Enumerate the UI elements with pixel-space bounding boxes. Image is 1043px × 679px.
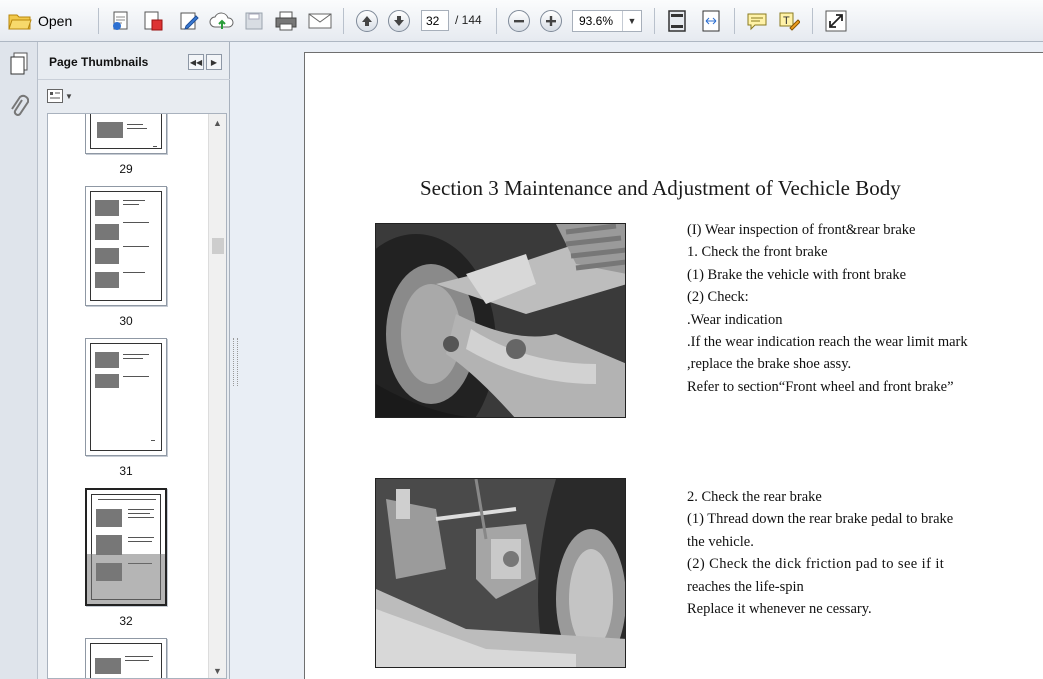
zoom-in-button[interactable] (538, 8, 564, 34)
thumbnail-label: 31 (119, 464, 133, 478)
highlight-button[interactable] (776, 8, 802, 34)
text-line: reaches the life-spin (687, 578, 804, 595)
upload-cloud-icon (209, 10, 235, 32)
open-label: Open (38, 13, 73, 29)
rear-brake-photo (375, 478, 626, 668)
text-line: (1) Thread down the rear brake pedal to brake (687, 511, 954, 528)
text-line: .If the wear indication reach the wear limit mark (687, 334, 968, 351)
fit-width-button[interactable] (698, 8, 724, 34)
save-icon (244, 11, 264, 31)
fullscreen-icon (825, 10, 847, 32)
text-line: Replace it whenever ne cessary. (687, 601, 872, 618)
zoom-in-icon (540, 10, 562, 32)
zoom-out-icon (508, 10, 530, 32)
text-line: (I) Wear inspection of front&rear brake (687, 222, 916, 238)
fit-page-icon (667, 10, 687, 32)
thumbnail-page-31[interactable] (85, 338, 167, 456)
email-icon (308, 12, 332, 30)
page-title: Section 3 Maintenance and Adjustment of Vechicle Body (420, 176, 901, 200)
previous-page-button[interactable] (354, 8, 380, 34)
double-left-arrow-icon: ◀◀ (189, 57, 203, 67)
upload-button[interactable] (208, 8, 236, 34)
text-line: (1) Brake the vehicle with front brake (687, 266, 907, 283)
fullscreen-button[interactable] (822, 8, 850, 34)
collapse-panel-button[interactable] (188, 54, 204, 70)
scroll-down-icon[interactable]: ▼ (213, 666, 222, 676)
convert-button[interactable] (140, 8, 166, 34)
create-pdf-icon (110, 10, 132, 32)
previous-page-icon (356, 10, 378, 32)
zoom-select[interactable] (572, 10, 642, 32)
scrollbar-thumb[interactable] (212, 238, 224, 254)
save-button[interactable] (242, 8, 266, 34)
page-number-input[interactable] (421, 10, 449, 31)
thumbnail-page-33[interactable] (85, 638, 167, 679)
fit-page-button[interactable] (664, 8, 690, 34)
thumbnail-label: 30 (119, 314, 133, 328)
text-line: Refer to section“Front wheel and front brake” (687, 378, 954, 395)
edit-button[interactable] (176, 8, 202, 34)
options-dropdown-icon: ▼ (65, 91, 73, 101)
panel-header (38, 42, 230, 80)
zoom-out-button[interactable] (506, 8, 532, 34)
thumbnails-panel (38, 42, 230, 679)
thumbnail-page-32-selected[interactable] (85, 488, 167, 606)
visible-region-overlay[interactable] (87, 554, 165, 604)
paperclip-icon (9, 94, 29, 120)
pages-icon (9, 52, 29, 76)
close-panel-button[interactable] (206, 54, 222, 70)
chevron-down-icon[interactable]: ▼ (622, 11, 641, 31)
options-icon (47, 89, 63, 103)
text-line: 1. Check the front brake (687, 244, 828, 261)
pdf-page (304, 52, 1043, 679)
front-brake-instructions (687, 219, 968, 398)
attachments-tab[interactable] (9, 94, 29, 125)
thumbnail-label: 29 (119, 162, 133, 176)
convert-icon (142, 10, 164, 32)
front-brake-photo (375, 223, 626, 418)
thumbnail-label: 32 (119, 614, 133, 628)
thumbnail-options-button[interactable] (47, 89, 73, 103)
thumbnail-page-30[interactable] (85, 186, 167, 306)
comment-icon (746, 11, 768, 31)
text-line: the vehicle. (687, 533, 754, 550)
comment-button[interactable] (744, 8, 770, 34)
thumbnail-page-29[interactable] (85, 113, 167, 154)
panel-title: Page Thumbnails (49, 55, 149, 69)
open-folder-icon (8, 11, 32, 31)
next-page-icon (388, 10, 410, 32)
zoom-value: 93.6% (579, 14, 614, 28)
scroll-up-icon[interactable]: ▲ (213, 118, 222, 128)
print-icon (274, 10, 298, 32)
right-arrow-icon: ▶ (210, 57, 218, 67)
text-line: .Wear indication (687, 311, 783, 328)
rear-brake-instructions (687, 486, 953, 620)
text-line: ,replace the brake shoe assy. (687, 356, 852, 373)
print-button[interactable] (272, 8, 300, 34)
svg-text:T: T (783, 15, 790, 27)
open-button[interactable] (8, 8, 80, 34)
thumbnail-scrollbar[interactable] (208, 114, 227, 678)
highlight-icon (778, 10, 800, 32)
document-viewport[interactable] (252, 42, 1043, 679)
page-thumbnails-tab[interactable] (9, 52, 29, 81)
text-line: 2. Check the rear brake (687, 489, 822, 505)
text-line: (2) Check the dick friction pad to see if it (687, 556, 945, 573)
navigation-strip (0, 42, 38, 679)
next-page-button[interactable] (386, 8, 412, 34)
edit-icon (178, 10, 200, 32)
page-total: / 144 (455, 13, 482, 27)
create-pdf-button[interactable] (108, 8, 134, 34)
email-button[interactable] (306, 8, 334, 34)
main-toolbar (0, 0, 1043, 42)
splitter-grip[interactable] (233, 338, 238, 386)
fit-width-icon (701, 10, 721, 32)
thumbnail-list (47, 113, 227, 679)
text-line: (2) Check: (687, 289, 749, 306)
